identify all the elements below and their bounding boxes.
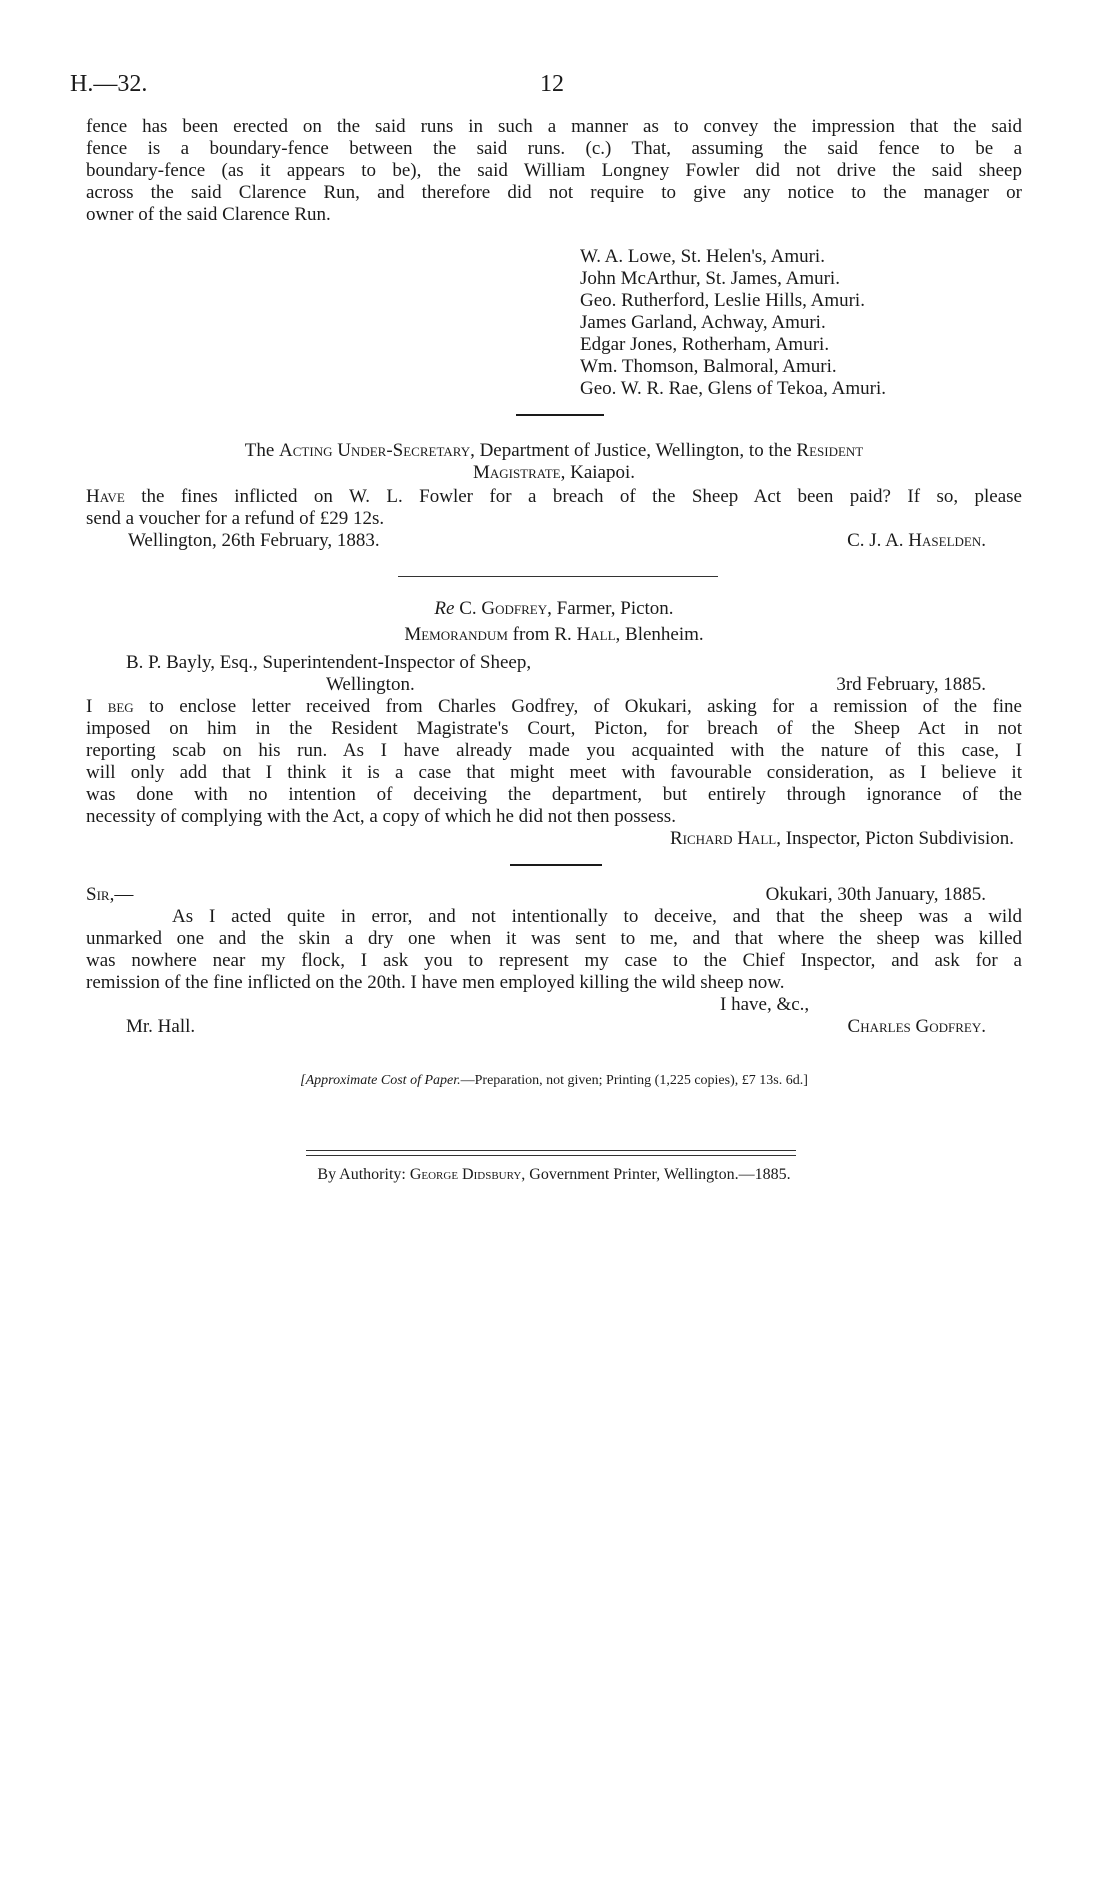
footer-rule: [306, 1150, 796, 1151]
signatory: Geo. W. R. Rae, Glens of Tekoa, Amuri.: [580, 378, 886, 399]
body-text: unmarked one and the skin a dry one when it was sent to me, and that where the sheep was killed: [86, 928, 1022, 949]
opening-paragraph: [86, 116, 1022, 226]
signatory: Wm. Thomson, Balmoral, Amuri.: [580, 356, 837, 377]
body-text: remission of the fine inflicted on the 20th. I have men employed killing the wild sheep now.: [86, 972, 785, 993]
letter3-addressee: Mr. Hall.: [126, 1016, 196, 1037]
body-text: send a voucher for a refund of £29 12s.: [86, 508, 385, 529]
body-text: to enclose letter received from Charles Godfrey, of Okukari, asking for a remission of the fine: [133, 696, 1022, 717]
cost-note: [86, 1072, 1022, 1090]
heading-text: , Farmer, Picton.: [547, 598, 674, 619]
signatories-list: [580, 246, 886, 400]
footer-rule: [306, 1155, 796, 1156]
letter3-dateline: Okukari, 30th January, 1885.: [765, 884, 986, 905]
letter2-body: [86, 696, 1022, 828]
memo-label: Memorandum: [404, 624, 508, 645]
re-prefix: Re: [434, 598, 455, 619]
letter2-date: 3rd February, 1885.: [836, 674, 986, 695]
printer-text: , Government Printer, Wellington.—1885.: [521, 1166, 791, 1183]
heading-recipient: Resident: [796, 440, 864, 461]
heading-sender: Acting Under-Secretary: [279, 440, 471, 461]
signatory: Edgar Jones, Rotherham, Amuri.: [580, 334, 830, 355]
paragraph-line: fence has been erected on the said runs in such a manner as to convey the impression that the said: [86, 116, 1022, 137]
body-text: As I acted quite in error, and not intentionally to deceive, and that the sheep was a wild: [172, 906, 1022, 927]
letter1-heading: [86, 440, 1022, 484]
authority-label: By Authority:: [317, 1166, 410, 1183]
page-number: 12: [540, 71, 564, 97]
body-first-word: Have: [86, 486, 125, 507]
document-reference: H.—32.: [70, 71, 148, 97]
heading-text: from R.: [507, 624, 577, 645]
heading-surname: Godfrey: [481, 598, 548, 619]
letter2-addressee: [126, 652, 531, 696]
letter2-signature: [440, 828, 1014, 850]
signatory: W. A. Lowe, St. Helen's, Amuri.: [580, 246, 825, 267]
body-text: was nowhere near my flock, I ask you to represent my case to the Chief Inspector, and ask for a: [86, 950, 1022, 971]
section-divider: [510, 864, 602, 866]
body-text: reporting scab on his run. As I have already made you acquainted with the nature of this case, I: [86, 740, 1022, 761]
letter1-signature: C. J. A. Haselden.: [847, 530, 986, 551]
letter3-salutation: Sir,—: [86, 884, 134, 905]
paragraph-line: owner of the said Clarence Run.: [86, 204, 331, 225]
cost-text: —Preparation, not given; Printing (1,225 copies), £7 13s. 6d.]: [460, 1073, 808, 1088]
signatory: James Garland, Achway, Amuri.: [580, 312, 826, 333]
paragraph-line: across the said Clarence Run, and therefore did not require to give any notice to the manager or: [86, 182, 1022, 203]
addressee-line: B. P. Bayly, Esq., Superintendent-Inspector of Sheep,: [126, 652, 532, 673]
heading-text: , Blenheim.: [615, 624, 704, 645]
letter1-dateline: Wellington, 26th February, 1883.: [128, 530, 380, 551]
signatory: John McArthur, St. James, Amuri.: [580, 268, 840, 289]
addressee-line: Wellington.: [326, 674, 415, 695]
body-text: will only add that I think it is a case that might meet with favourable consideration, as I believe it: [86, 762, 1022, 783]
body-first-word: I beg: [86, 696, 134, 717]
body-text: necessity of complying with the Act, a copy of which he did not then possess.: [86, 806, 676, 827]
signature-title: , Inspector, Picton Subdivision.: [776, 828, 1014, 849]
letter3-body: [86, 906, 1022, 994]
body-text: imposed on him in the Resident Magistrate's Court, Picton, for breach of the Sheep Act in not: [86, 718, 1022, 739]
signatory: Geo. Rutherford, Leslie Hills, Amuri.: [580, 290, 865, 311]
heading-text: C.: [454, 598, 482, 619]
heading-text: The: [244, 440, 280, 461]
printer-imprint: [86, 1164, 1022, 1186]
letter1-body: [86, 486, 1022, 530]
section-divider: [516, 414, 604, 416]
letter3-closing: I have, &c.,: [720, 994, 810, 1015]
letter2-heading: [86, 598, 1022, 646]
signature-name: Richard Hall: [669, 828, 777, 849]
body-text: was done with no intention of deceiving the department, but entirely through ignorance of the: [86, 784, 1022, 805]
printer-name: George Didsbury: [409, 1166, 522, 1183]
section-divider: [398, 576, 718, 577]
heading-surname: Hall: [576, 624, 616, 645]
paragraph-line: boundary-fence (as it appears to be), the said William Longney Fowler did not drive the said sheep: [86, 160, 1022, 181]
body-text: the fines inflicted on W. L. Fowler for a breach of the Sheep Act been paid? If so, please: [124, 486, 1022, 507]
letter3-signature: Charles Godfrey.: [847, 1016, 986, 1037]
paragraph-line: fence is a boundary-fence between the said runs. (c.) That, assuming the said fence to be a: [86, 138, 1022, 159]
cost-label: [Approximate Cost of Paper.: [300, 1073, 461, 1088]
heading-recipient: Magistrate: [472, 462, 561, 483]
heading-text: , Department of Justice, Wellington, to the: [470, 440, 797, 461]
heading-text: , Kaiapoi.: [560, 462, 636, 483]
